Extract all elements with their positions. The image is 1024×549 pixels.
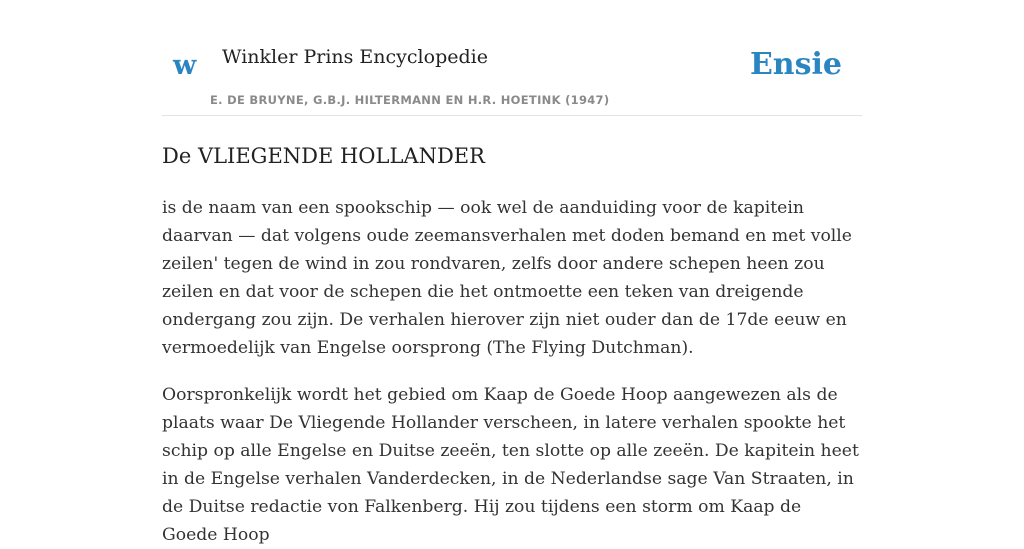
source-title[interactable]: Winkler Prins Encyclopedie — [222, 46, 488, 68]
article-heading: De VLIEGENDE HOLLANDER — [162, 144, 485, 168]
winkler-prins-logo[interactable]: w — [173, 50, 197, 81]
site-header — [162, 0, 862, 116]
article-paragraph-2: Oorspronkelijk wordt het gebied om Kaap de Goede Hoop aangewezen als de plaats waar De Vliegende Hollander verscheen, in latere verhalen spookte het schip op alle Engelse en Duitse zeeën, ten slotte op alle zeeën. De kapitein heet in de Engelse verhalen Vanderdecken, in de Nederlandse sage Van Straaten, in de Duitse redactie von Falkenberg. Hij zou tijdens een storm om Kaap de Goede Hoop — [162, 385, 859, 545]
source-authors: E. DE BRUYNE, G.B.J. HILTERMANN EN H.R. HOETINK (1947) — [210, 93, 610, 107]
ensie-logo-link[interactable]: Ensie — [749, 47, 842, 82]
page — [162, 0, 862, 549]
article-body — [162, 142, 862, 549]
article-paragraph-1: is de naam van een spookschip — ook wel de aanduiding voor de kapitein daarvan — dat volgens oude zeemansverhalen met doden bemand en met volle zeilen' tegen de wind in zou rondvaren, zelfs door andere schepen heen zou zeilen en dat voor de schepen die het ontmoette een teken van dreigende ondergang zou zijn. De verhalen hierover zijn niet ouder dan de 17de eeuw en vermoedelijk van Engelse oorsprong (The Flying Dutchman). — [162, 198, 852, 358]
